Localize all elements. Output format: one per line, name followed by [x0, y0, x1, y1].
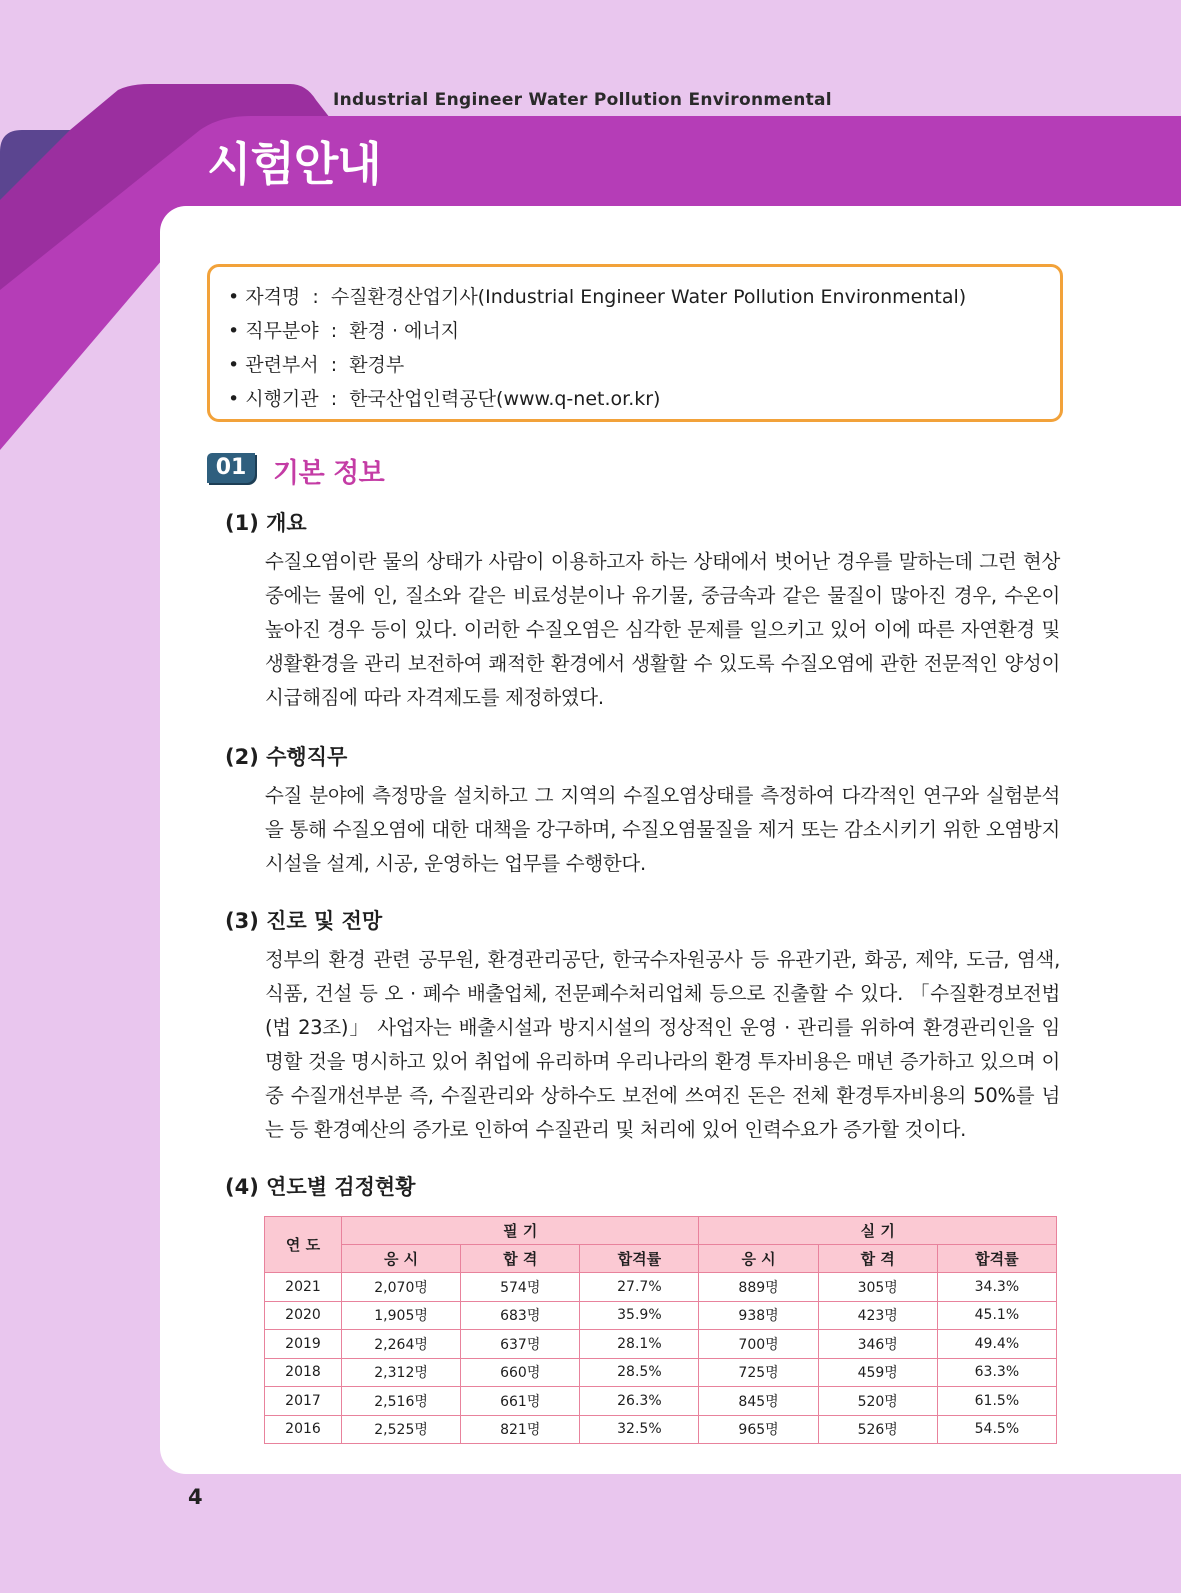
table-cell: 61.5%	[937, 1387, 1056, 1416]
table-cell: 661명	[461, 1387, 580, 1416]
table-cell: 938명	[699, 1301, 818, 1330]
table-cell: 32.5%	[580, 1415, 699, 1444]
table-cell: 2021	[265, 1273, 342, 1302]
table-cell: 2,516명	[342, 1387, 461, 1416]
info-label: 관련부서	[245, 354, 319, 376]
table-cell: 49.4%	[937, 1330, 1056, 1359]
header-subtitle: Industrial Engineer Water Pollution Environmental	[333, 90, 832, 110]
subsection-heading-overview: (1) 개요	[225, 511, 307, 535]
table-cell: 683명	[461, 1301, 580, 1330]
page-number: 4	[188, 1485, 203, 1509]
table-cell: 26.3%	[580, 1387, 699, 1416]
column-header: 합 격	[461, 1245, 580, 1273]
info-line-field: • 직무분야 : 환경 · 에너지	[228, 320, 460, 342]
subsection-heading-duties: (2) 수행직무	[225, 745, 348, 769]
year-header: 연 도	[265, 1217, 342, 1273]
table-cell: 2,070명	[342, 1273, 461, 1302]
table-cell: 2016	[265, 1415, 342, 1444]
table-cell: 845명	[699, 1387, 818, 1416]
table-cell: 725명	[699, 1358, 818, 1387]
table-cell: 54.5%	[937, 1415, 1056, 1444]
table-cell: 34.3%	[937, 1273, 1056, 1302]
column-header: 합격률	[937, 1245, 1056, 1273]
table-cell: 35.9%	[580, 1301, 699, 1330]
table-cell: 821명	[461, 1415, 580, 1444]
table-cell: 459명	[818, 1358, 937, 1387]
duties-paragraph: 수질 분야에 측정망을 설치하고 그 지역의 수질오염상태를 측정하여 다각적인 연구와 실험분석을 통해 수질오염에 대한 대책을 강구하며, 수질오염물질을 제거 또는 감소시키기 위한 오염방지시설을 설계, 시공, 운영하는 업무를 수행한다.	[265, 784, 1060, 875]
table-cell: 27.7%	[580, 1273, 699, 1302]
info-value: 환경부	[349, 354, 405, 376]
table-row	[265, 1358, 1057, 1387]
info-value: 수질환경산업기사(Industrial Engineer Water Pollution Environmental)	[330, 286, 967, 308]
table-row	[265, 1330, 1057, 1359]
table-cell: 2019	[265, 1330, 342, 1359]
written-exam-header: 필 기	[342, 1217, 699, 1245]
table-cell: 526명	[818, 1415, 937, 1444]
column-header: 합격률	[580, 1245, 699, 1273]
table-cell: 2020	[265, 1301, 342, 1330]
table-row	[265, 1301, 1057, 1330]
table-cell: 45.1%	[937, 1301, 1056, 1330]
table-cell: 965명	[699, 1415, 818, 1444]
table-cell: 660명	[461, 1358, 580, 1387]
column-header: 응 시	[342, 1245, 461, 1273]
info-line-qualification: • 자격명 : 수질환경산업기사(Industrial Engineer Water Pollution Environmental)	[228, 286, 967, 308]
info-label: 자격명	[245, 286, 301, 308]
section-title: 기본 정보	[273, 458, 385, 489]
page-title: 시험안내	[207, 137, 381, 191]
info-value: 한국산업인력공단(www.q-net.or.kr)	[349, 388, 661, 410]
table-cell: 305명	[818, 1273, 937, 1302]
table-cell: 346명	[818, 1330, 937, 1359]
career-paragraph: 정부의 환경 관련 공무원, 환경관리공단, 한국수자원공사 등 유관기관, 화공, 제약, 도금, 염색, 식품, 건설 등 오 · 폐수 배출업체, 전문폐수처리업체 등으로 진출할 수 있다. 「수질환경보전법(법 23조)」 사업자는 배출시설과 방지시설의 정상적인 운영 · 관리를 위하여 환경관리인을 임명할 것을 명시하고 있어 취업에 유리하며 우리나라의 환경 투자비용은 매년 증가하고 있으며 이중 수질개선부분 즉, 수질관리와 상하수도 보전에 쓰여진 돈은 전체 환경투자비용의 50%를 넘는 등 환경예산의 증가로 인하여 수질관리 및 처리에 있어 인력수요가 증가할 것이다.	[265, 948, 1060, 1141]
column-header: 합 격	[818, 1245, 937, 1273]
table-cell: 28.5%	[580, 1358, 699, 1387]
table-cell: 28.1%	[580, 1330, 699, 1359]
table-cell: 2,525명	[342, 1415, 461, 1444]
column-header: 응 시	[699, 1245, 818, 1273]
yearly-exam-statistics-table	[264, 1216, 1057, 1444]
table-cell: 889명	[699, 1273, 818, 1302]
table-row	[265, 1273, 1057, 1302]
info-label: 시행기관	[245, 388, 319, 410]
table-cell: 700명	[699, 1330, 818, 1359]
table-cell: 2017	[265, 1387, 342, 1416]
subsection-heading-career: (3) 진로 및 전망	[225, 909, 383, 933]
info-line-agency: • 시행기관 : 한국산업인력공단(www.q-net.or.kr)	[228, 388, 661, 410]
table-cell: 637명	[461, 1330, 580, 1359]
qualification-info-box	[207, 264, 1063, 422]
info-value: 환경 · 에너지	[349, 320, 460, 342]
table-cell: 520명	[818, 1387, 937, 1416]
table-cell: 2,264명	[342, 1330, 461, 1359]
table-row	[265, 1387, 1057, 1416]
table-cell: 574명	[461, 1273, 580, 1302]
table-cell: 63.3%	[937, 1358, 1056, 1387]
table-cell: 423명	[818, 1301, 937, 1330]
table-row	[265, 1415, 1057, 1444]
table-cell: 2018	[265, 1358, 342, 1387]
section-number-badge: 01	[207, 453, 255, 483]
info-label: 직무분야	[245, 320, 319, 342]
overview-paragraph: 수질오염이란 물의 상태가 사람이 이용하고자 하는 상태에서 벗어난 경우를 말하는데 그런 현상 중에는 물에 인, 질소와 같은 비료성분이나 유기물, 중금속과 같은 물질이 많아진 경우, 수온이 높아진 경우 등이 있다. 이러한 수질오염은 심각한 문제를 일으키고 있어 이에 따른 자연환경 및 생활환경을 관리 보전하여 쾌적한 환경에서 생활할 수 있도록 수질오염에 관한 전문적인 양성이 시급해짐에 따라 자격제도를 제정하였다.	[265, 550, 1060, 709]
table-cell: 1,905명	[342, 1301, 461, 1330]
info-line-department: • 관련부서 : 환경부	[228, 354, 405, 376]
table-cell: 2,312명	[342, 1358, 461, 1387]
practical-exam-header: 실 기	[699, 1217, 1057, 1245]
subsection-heading-statistics: (4) 연도별 검정현황	[225, 1175, 416, 1199]
